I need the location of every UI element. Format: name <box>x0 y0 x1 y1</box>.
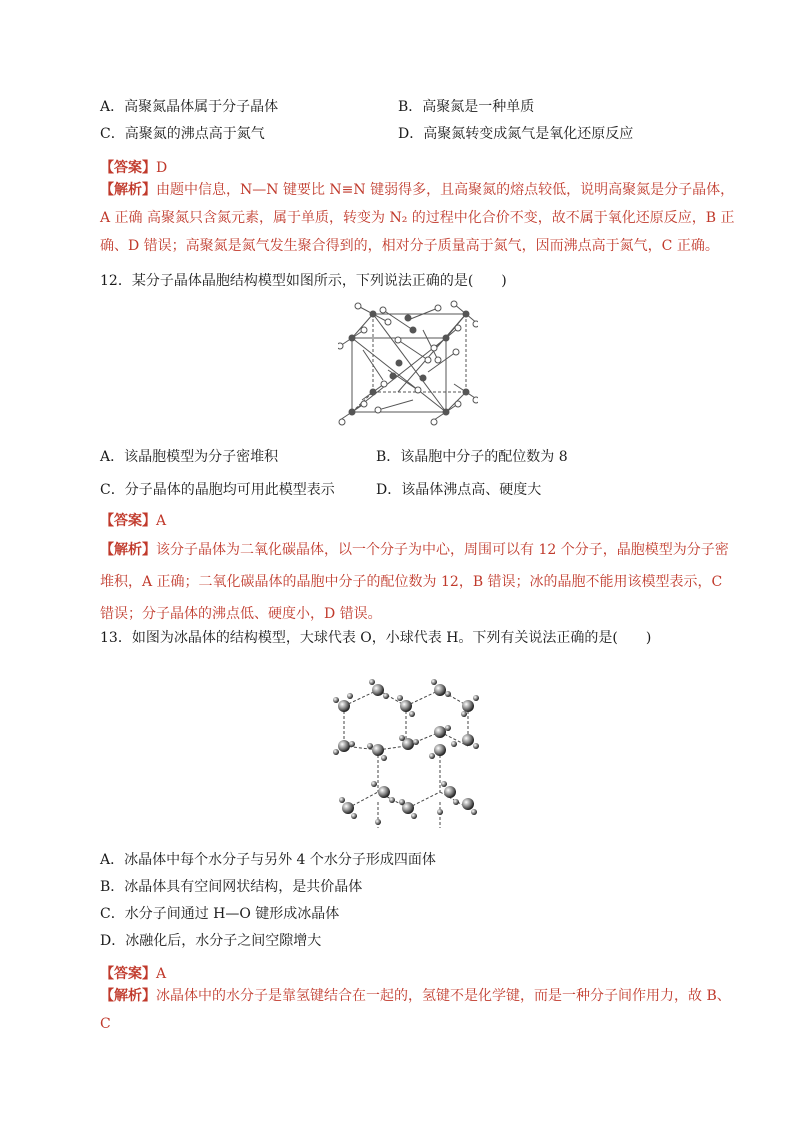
analysis-text: 冰晶体中的水分子是靠氢键结合在一起的，氢键不是化学键，而是一种分子间作用力，故 B、C <box>100 988 731 1032</box>
q13-option-b: B．冰晶体具有空间网状结构，是共价晶体 <box>100 879 363 895</box>
q13-option-a: A．冰晶体中每个水分子与另外 4 个水分子形成四面体 <box>100 852 436 868</box>
q13-option-d: D．冰融化后，水分子之间空隙增大 <box>100 933 322 949</box>
q13-answer <box>100 963 166 983</box>
q12-option-c: C．分子晶体的晶胞均可用此模型表示 <box>100 482 335 498</box>
crystal-cell-figure <box>338 300 478 430</box>
analysis-label: 【解析】 <box>100 542 156 558</box>
answer-label: 【答案】 <box>100 966 156 982</box>
analysis-text: 该分子晶体为二氧化碳晶体，以一个分子为中心，周围可以有 12 个分子，晶胞模型为分子密堆积，A 正确；二氧化碳晶体的晶胞中分子的配位数为 12，B 错误；冰的晶胞不能用该模型表示，C 错误；分子晶体的沸点低、硬度小，D 错误。 <box>100 542 729 622</box>
answer-value: A <box>156 966 167 982</box>
answer-label: 【答案】 <box>100 160 156 176</box>
q12-analysis <box>100 534 740 630</box>
analysis-label: 【解析】 <box>100 988 156 1004</box>
q13-analysis <box>100 982 740 1038</box>
answer-label: 【答案】 <box>100 513 156 529</box>
q13-option-c: C．水分子间通过 H—O 键形成冰晶体 <box>100 906 340 922</box>
q11-option-a: A．高聚氮晶体属于分子晶体 <box>100 99 279 115</box>
q11-option-b: B．高聚氮是一种单质 <box>398 99 535 115</box>
answer-value: D <box>156 160 168 176</box>
q12-option-b: B．该晶胞中分子的配位数为 8 <box>376 449 568 465</box>
q11-option-d: D．高聚氮转变成氮气是氧化还原反应 <box>398 126 634 142</box>
analysis-text: 由题中信息，N—N 键要比 N≡N 键弱得多，且高聚氮的熔点较低，说明高聚氮是分子晶体，A 正确 高聚氮只含氮元素，属于单质，转变为 N₂ 的过程中化合价不变，故不属于氧化还原反应，B 正确、D 错误；高聚氮是氮气发生聚合得到的，相对分子质量高于氮气，因而沸点高于氮气，C 正确。 <box>100 182 735 254</box>
answer-value: A <box>156 513 167 529</box>
q12-option-d: D．该晶体沸点高、硬度大 <box>376 482 542 498</box>
q12-answer <box>100 510 166 530</box>
q11-option-c: C．高聚氮的沸点高于氮气 <box>100 126 265 142</box>
q11-answer <box>100 157 167 177</box>
q13-stem: 13．如图为冰晶体的结构模型，大球代表 O，小球代表 H。下列有关说法正确的是( ) <box>100 630 652 646</box>
q12-option-a: A．该晶胞模型为分子密堆积 <box>100 449 279 465</box>
q12-stem: 12．某分子晶体晶胞结构模型如图所示，下列说法正确的是( ) <box>100 273 507 289</box>
analysis-label: 【解析】 <box>100 182 156 198</box>
q11-analysis <box>100 176 740 260</box>
ice-structure-figure <box>328 672 492 830</box>
